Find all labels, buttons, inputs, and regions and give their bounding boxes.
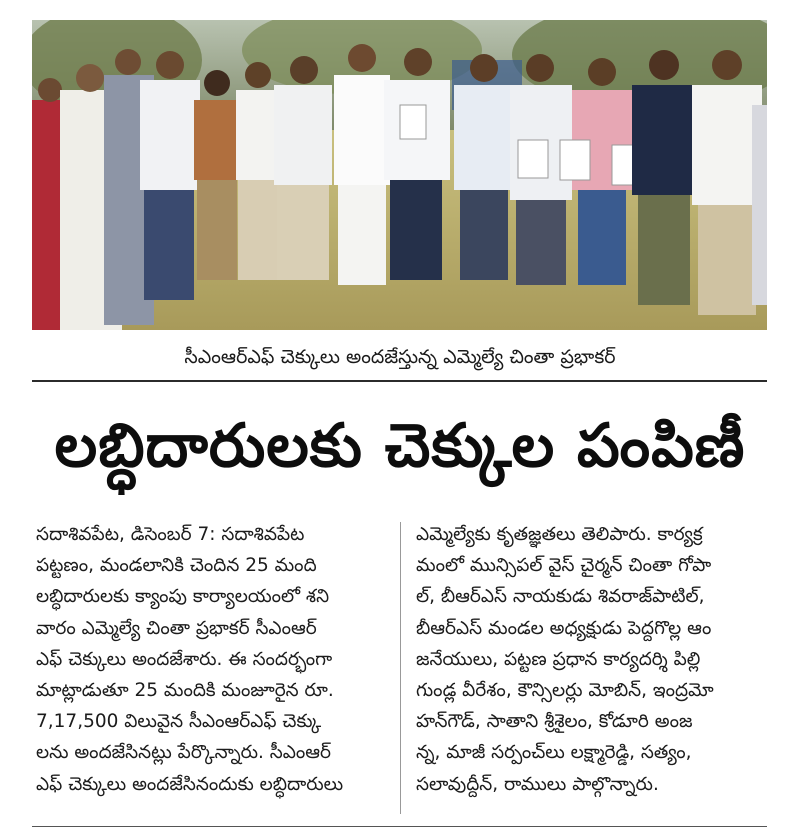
article-line: వారం ఎమ్మెల్యే చింతా ప్రభాకర్ సీఎంఆర్ [36,617,317,639]
column-divider [400,522,401,814]
article-line: హన్‌గౌడ్, సాతాని శ్రీశైలం, కోడూరి అంజ [416,711,693,733]
article-line: లబ్ధిదారులకు క్యాంపు కార్యాలయంలో శని [36,586,330,608]
article-line: లను అందజేసినట్లు పేర్కొన్నారు. సీఎంఆర్ [36,742,332,764]
article-line: ఎఫ్ చెక్కులు అందజేసినందుకు లబ్ధిదారులు [36,773,344,795]
article-line: జనేయులు, పట్టణ ప్రధాన కార్యదర్శి పిల్లి [416,648,701,670]
photo-caption: సీఎంఆర్ఎఫ్ చెక్కులు అందజేస్తున్న ఎమ్మెల్యే చింతా ప్రభాకర్ [184,346,616,368]
article-line: మాట్లాడుతూ 25 మందికి మంజూరైన రూ. [36,679,334,701]
headline: లబ్ధిదారులకు చెక్కుల పంపిణీ [54,411,746,481]
caption-rule [32,380,767,382]
article-line: గుండ్ల వీరేశం, కౌన్సిలర్లు మోబిన్, ఇంద్రమో [416,679,714,701]
article-column-right [416,519,776,800]
article-line: న్న, మాజీ సర్పంచ్‌లు లక్ష్మారెడ్డి, సత్యం, [416,742,692,764]
bottom-rule [32,826,767,827]
article-line: ఎఫ్ చెక్కులు అందజేశారు. ఈ సందర్భంగా [36,648,333,670]
article-line: మంలో మున్సిపల్ వైస్ చైర్మన్ చింతా గోపా [416,555,712,577]
news-photo [32,20,767,330]
article-line: పట్టణం, మండలానికి చెందిన 25 మంది [36,555,317,577]
article-line: సలావుద్దీన్, రాములు పాల్గొన్నారు. [416,773,659,795]
article-line: ఎమ్మెల్యేకు కృతజ్ఞతలు తెలిపారు. కార్యక్ర [416,524,703,545]
article-line: బీఆర్ఎస్ మండల అధ్యక్షుడు పెద్దగొల్ల ఆం [416,617,712,639]
article-line: 7,17,500 విలువైన సీఎంఆర్ఎఫ్ చెక్కు [36,711,322,733]
article-column-left [36,519,396,800]
article-line: సదాశివపేట, డిసెంబర్ 7: సదాశివపేట [36,524,305,545]
article-line: ల్, బీఆర్ఎస్ నాయకుడు శివరాజ్‌పాటిల్, [416,586,705,608]
group-photo-illustration [32,20,767,330]
